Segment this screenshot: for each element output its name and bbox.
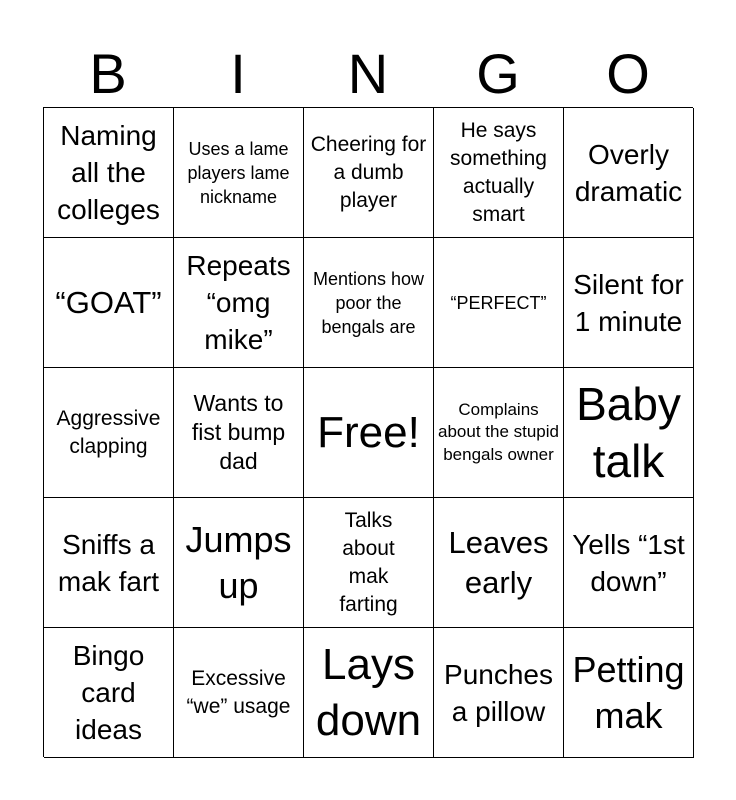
cell-text: Aggressive clapping [56, 406, 161, 458]
bingo-cell free-space[interactable] [304, 368, 434, 498]
header-letter-o: O [606, 42, 650, 105]
bingo-cell[interactable] [44, 628, 174, 758]
cell-text: Bingo card ideas [72, 640, 145, 745]
cell-text: Uses a lame players lame nickname [187, 138, 290, 207]
bingo-cell[interactable] [564, 108, 694, 238]
bingo-cell[interactable] [304, 628, 434, 758]
bingo-cell[interactable] [304, 498, 434, 628]
bingo-cell[interactable] [564, 368, 694, 498]
cell-text: Leaves early [448, 524, 549, 600]
bingo-header [43, 40, 693, 108]
cell-text: Free! [317, 407, 420, 457]
cell-text: Cheering for a dumb player [310, 132, 427, 212]
cell-text: Petting mak [572, 648, 685, 736]
cell-text: Baby talk [576, 377, 681, 487]
bingo-cell[interactable] [44, 108, 174, 238]
header-letter-i: I [230, 42, 246, 105]
cell-text: Lays down [315, 639, 422, 745]
header-letter-n: N [347, 42, 389, 105]
header-letter-b: B [89, 42, 127, 105]
cell-text: Jumps up [185, 518, 292, 606]
cell-text: “PERFECT” [450, 292, 547, 313]
bingo-cell[interactable] [174, 108, 304, 238]
cell-text: Naming all the colleges [57, 120, 160, 225]
cell-text: “GOAT” [55, 284, 162, 320]
cell-text: Talks about mak farting [339, 508, 398, 616]
bingo-cell[interactable] [174, 498, 304, 628]
bingo-cell[interactable] [434, 238, 564, 368]
cell-text: Mentions how poor the bengals are [312, 268, 425, 337]
bingo-cell[interactable] [434, 628, 564, 758]
bingo-cell[interactable] [44, 238, 174, 368]
bingo-cell[interactable] [44, 368, 174, 498]
header-letter-g: G [476, 42, 520, 105]
bingo-cell[interactable] [304, 108, 434, 238]
cell-text: Sniffs a mak fart [57, 528, 160, 597]
bingo-cell[interactable] [174, 628, 304, 758]
bingo-cell[interactable] [434, 498, 564, 628]
cell-text: Silent for 1 minute [573, 268, 684, 337]
cell-text: He says something actually smart [450, 118, 547, 226]
bingo-cell[interactable] [434, 108, 564, 238]
bingo-grid [43, 107, 693, 757]
bingo-cell[interactable] [564, 628, 694, 758]
bingo-cell[interactable] [434, 368, 564, 498]
cell-text: Punches a pillow [444, 658, 553, 727]
bingo-cell[interactable] [564, 498, 694, 628]
cell-text: Wants to fist bump dad [191, 390, 286, 474]
cell-text: Overly dramatic [574, 138, 683, 207]
cell-text: Yells “1st down” [572, 528, 685, 597]
cell-text: Repeats “omg mike” [186, 250, 291, 355]
cell-text: Excessive “we” usage [186, 666, 291, 718]
bingo-cell[interactable] [174, 238, 304, 368]
bingo-cell[interactable] [304, 238, 434, 368]
cell-text: Complains about the stupid bengals owner [438, 399, 559, 464]
bingo-cell[interactable] [564, 238, 694, 368]
bingo-cell[interactable] [174, 368, 304, 498]
bingo-cell[interactable] [44, 498, 174, 628]
